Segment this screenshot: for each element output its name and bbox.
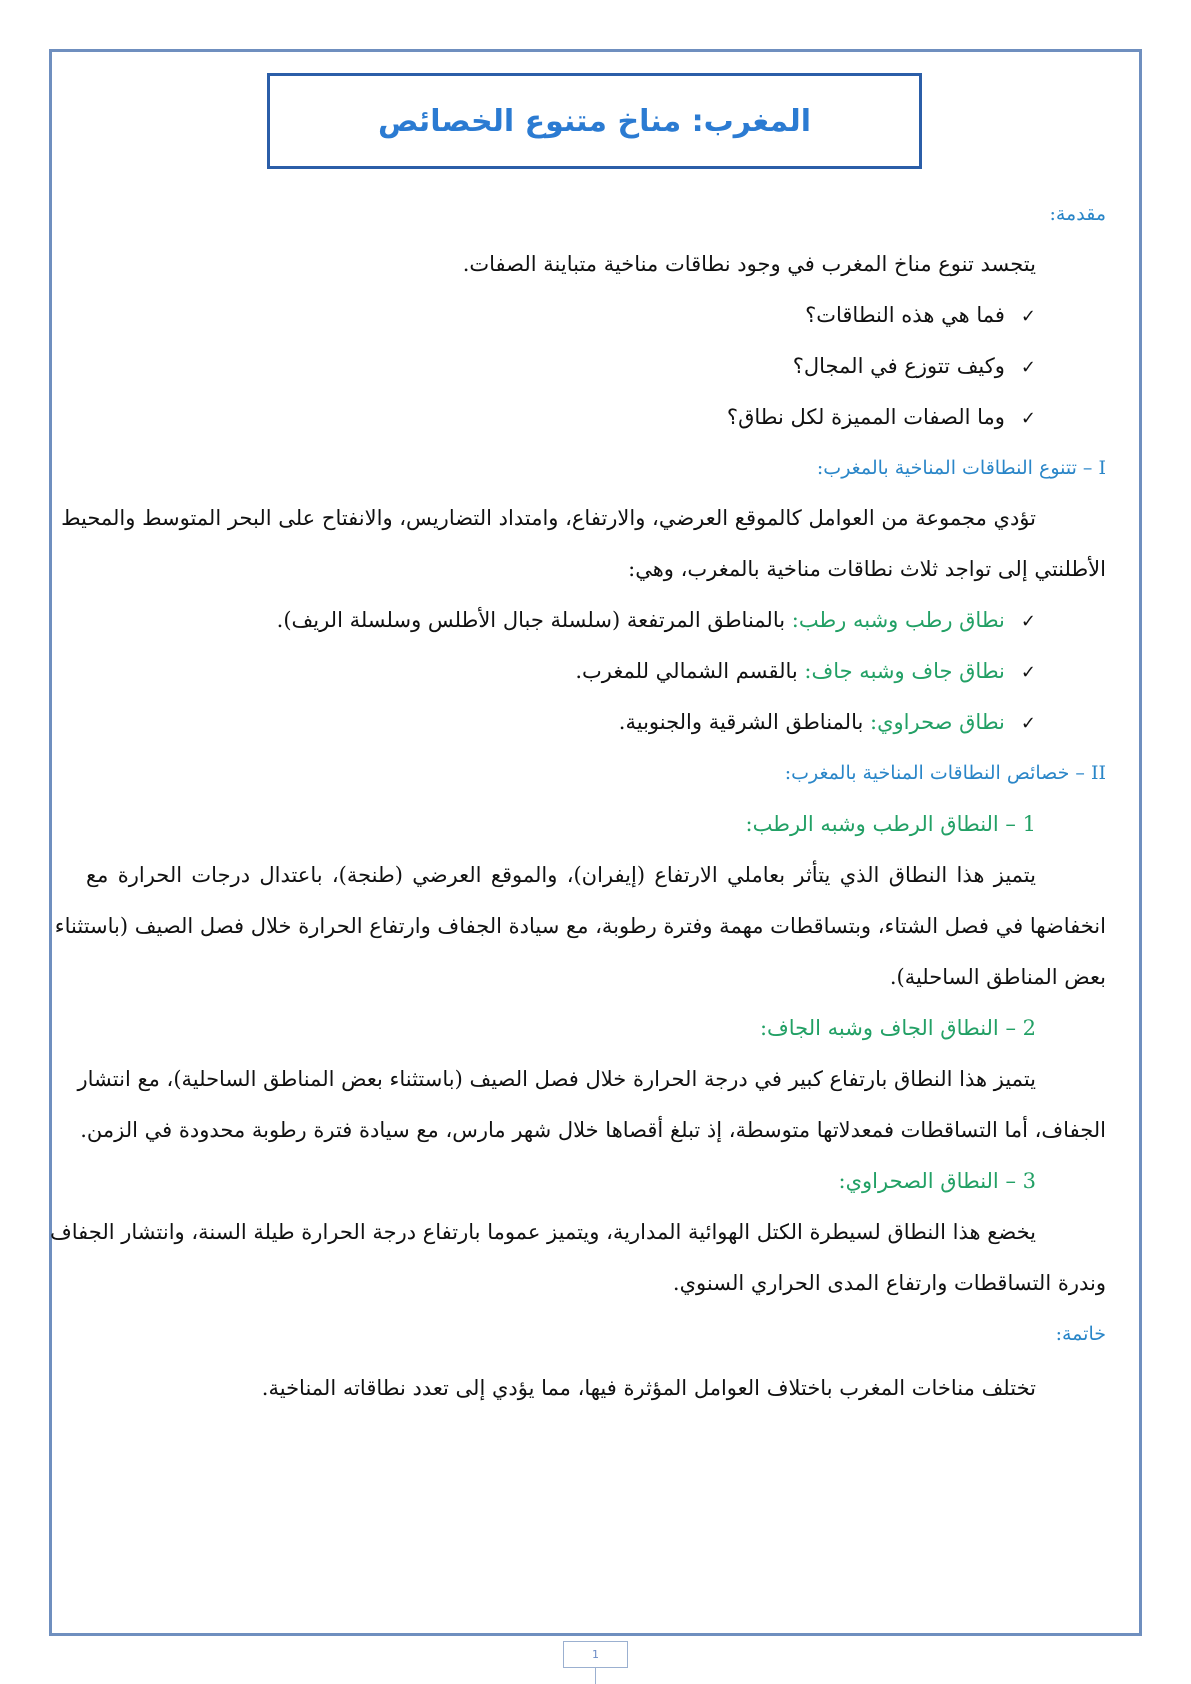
zone-list-item-3: ✓نطاق صحراوي: بالمناطق الشرقية والجنوبية. — [619, 702, 1036, 744]
intro-question-1: ✓فما هي هذه النطاقات؟ — [805, 295, 1036, 337]
zone3-heading: 3 – النطاق الصحراوي: — [838, 1169, 1036, 1193]
intro-question-3: ✓وما الصفات المميزة لكل نطاق؟ — [727, 397, 1036, 439]
section1-heading: I – تتنوع النطاقات المناخية بالمغرب: — [816, 457, 1106, 479]
intro-question-2: ✓وكيف تتوزع في المجال؟ — [793, 346, 1036, 388]
section1-para-line2: الأطلنتي إلى تواجد ثلاث نطاقات مناخية بالمغرب، وهي: — [628, 557, 1106, 581]
conclusion-heading: خاتمة: — [1055, 1323, 1106, 1345]
intro-heading: مقدمة: — [1049, 203, 1106, 225]
section1-para-line1: تؤدي مجموعة من العوامل كالموقع العرضي، والارتفاع، وامتداد التضاريس، والانفتاح على البحر المتوسط والمحيط — [61, 506, 1036, 530]
section2-heading: II – خصائص النطاقات المناخية بالمغرب: — [784, 762, 1106, 784]
intro-text: يتجسد تنوع مناخ المغرب في وجود نطاقات مناخية متباينة الصفات. — [462, 252, 1036, 276]
zone2-heading: 2 – النطاق الجاف وشبه الجاف: — [759, 1016, 1036, 1040]
page-title: المغرب: مناخ متنوع الخصائص — [378, 103, 811, 139]
check-icon: ✓ — [1020, 408, 1036, 429]
page-number-tick — [595, 1668, 596, 1684]
check-icon: ✓ — [1020, 306, 1036, 327]
zone1-heading: 1 – النطاق الرطب وشبه الرطب: — [745, 812, 1036, 836]
check-icon: ✓ — [1020, 662, 1036, 683]
zone2-line2: الجفاف، أما التساقطات فمعدلاتها متوسطة، إذ تبلغ أقصاها خلال شهر مارس، مع سيادة فترة رطوبة محدودة في الزمن. — [80, 1118, 1106, 1142]
zone1-line3: بعض المناطق الساحلية). — [889, 965, 1106, 989]
zone2-line1: يتميز هذا النطاق بارتفاع كبير في درجة الحرارة خلال فصل الصيف (باستثناء بعض المناطق الساحلية)، مع انتشار — [77, 1067, 1036, 1091]
check-icon: ✓ — [1020, 357, 1036, 378]
title-box — [267, 73, 922, 169]
check-icon: ✓ — [1020, 713, 1036, 734]
zone-list-item-1: ✓نطاق رطب وشبه رطب: بالمناطق المرتفعة (سلسلة جبال الأطلس وسلسلة الريف). — [277, 600, 1036, 642]
zone1-line1: يتميز هذا النطاق الذي يتأثر بعاملي الارتفاع (إيفران)، والموقع العرضي (طنجة)، باعتدال درجات الحرارة مع — [86, 863, 1036, 887]
zone-list-item-2: ✓نطاق جاف وشبه جاف: بالقسم الشمالي للمغرب. — [575, 651, 1036, 693]
zone3-line2: وندرة التساقطات وارتفاع المدى الحراري السنوي. — [672, 1271, 1106, 1295]
conclusion-text: تختلف مناخات المغرب باختلاف العوامل المؤثرة فيها، مما يؤدي إلى تعدد نطاقاته المناخية. — [261, 1376, 1036, 1400]
page-number: 1 — [563, 1641, 628, 1668]
check-icon: ✓ — [1020, 611, 1036, 632]
zone3-line1: يخضع هذا النطاق لسيطرة الكتل الهوائية المدارية، ويتميز عموما بارتفاع درجة الحرارة طيلة السنة، وانتشار الجفاف — [49, 1220, 1036, 1244]
zone1-line2: انخفاضها في فصل الشتاء، وبتساقطات مهمة وفترة رطوبة، مع سيادة الجفاف وارتفاع الحرارة خلال فصل الصيف (باستثناء — [54, 914, 1106, 938]
